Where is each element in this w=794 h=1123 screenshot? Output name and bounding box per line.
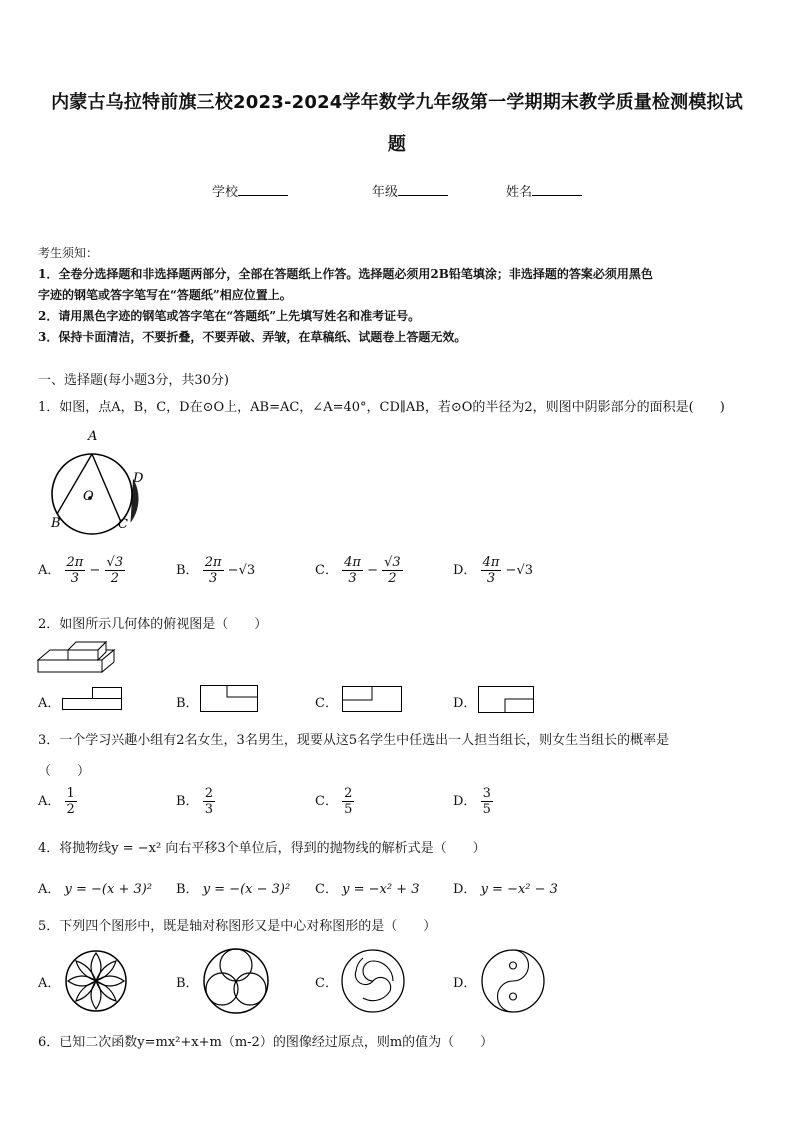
school-label: 学校 (212, 185, 239, 200)
grade-blank (398, 183, 448, 196)
q2-stem: 2．如图所示几何体的俯视图是（ ） (38, 617, 268, 632)
q1-option-c[interactable]: C． $\frac{4\pi}{3}$ − $\frac{√3}{2}$ (315, 555, 401, 586)
notice-item-1: 1．全卷分选择题和非选择题两部分，全部在答题纸上作答。选择题必须用2B铅笔填涂；非选择题的答案必须用黑色 (38, 267, 653, 281)
notice-block (38, 243, 758, 348)
q6-stem: 6．已知二次函数y=mx²+x+m（m-2）的图像经过原点，则m的值为（ ） (38, 1035, 494, 1050)
notice-item-1b: 字迹的钢笔或答字笔写在“答题纸”相应位置上。 (38, 288, 292, 302)
notice-heading: 考生须知： (38, 246, 99, 260)
q2-option-a-figure (62, 687, 122, 711)
q4-stem: 4．将抛物线y = −x² 向右平移3个单位后，得到的抛物线的解析式是（ ） (38, 841, 486, 856)
name-label: 姓名 (506, 185, 533, 200)
grade-label: 年级 (372, 185, 399, 200)
q2-option-a[interactable]: A． (38, 696, 61, 711)
notice-item-3: 3．保持卡面清洁，不要折叠，不要弄破、弄皱，在草稿纸、试题卷上答题无效。 (38, 330, 467, 344)
q5-option-d[interactable]: D． (453, 976, 477, 991)
name-blank (532, 183, 582, 196)
q4-option-d[interactable]: D． y = −x² − 3 (453, 882, 558, 897)
label-O: O (83, 489, 94, 504)
q2-option-d-figure (478, 686, 534, 713)
q4-option-c[interactable]: C． y = −x² + 3 (315, 882, 420, 897)
q4-option-b[interactable]: B． y = −(x − 3)² (176, 882, 291, 897)
q3-stem: 3．一个学习兴趣小组有2名女生，3名男生，现要从这5名学生中任选出一人担当组长，则女生当组长的概率是 (38, 733, 670, 748)
q2-option-d[interactable]: D． (453, 696, 477, 711)
grade-field (372, 181, 448, 200)
q3-option-a[interactable]: A． $\frac{1}{2}$ (38, 786, 75, 817)
q2-solid-figure (38, 638, 114, 676)
school-blank (238, 183, 288, 196)
q3-option-b[interactable]: B． $\frac{2}{3}$ (176, 786, 213, 817)
q2-option-b[interactable]: B． (176, 696, 199, 711)
q5-yinyang-figure (480, 948, 546, 1014)
q4-option-a[interactable]: A． y = −(x + 3)² (38, 882, 153, 897)
q5-trefoil-figure (202, 947, 270, 1015)
label-D: D (133, 471, 144, 486)
label-B: B (51, 516, 61, 531)
page-title-line2: 题 (387, 134, 407, 155)
q5-option-b[interactable]: B． (176, 976, 199, 991)
name-field (506, 181, 582, 200)
q3-option-c[interactable]: C． $\frac{2}{5}$ (315, 786, 353, 817)
q2-option-c-figure (342, 686, 402, 712)
q1-stem: 1．如图，点A，B，C，D在⊙O上，AB=AC，∠A=40°，CD∥AB，若⊙O的半径为2，则图中阴影部分的面积是( ) (38, 400, 725, 415)
page-title-line1: 内蒙古乌拉特前旗三校2023-2024学年数学九年级第一学期期末教学质量检测模拟试 (51, 92, 743, 113)
q1-option-a[interactable]: A． $\frac{2\pi}{3}$ − $\frac{√3}{2}$ (38, 555, 124, 586)
q1-option-b[interactable]: B． $\frac{2\pi}{3}$ −√3 (176, 555, 256, 586)
notice-item-2: 2．请用黑色字迹的钢笔或答字笔在“答题纸”上先填写姓名和准考证号。 (38, 309, 421, 323)
q2-option-b-figure (200, 685, 258, 712)
q5-stem: 5．下列四个图形中，既是轴对称图形又是中心对称图形的是（ ） (38, 919, 437, 934)
q2-option-c[interactable]: C． (315, 696, 338, 711)
q1-circle-figure (40, 428, 160, 538)
q5-option-a[interactable]: A． (38, 976, 61, 991)
label-C: C (118, 517, 128, 532)
q5-triskelion-figure (340, 948, 406, 1014)
school-field (212, 181, 288, 200)
q3-option-d[interactable]: D． $\frac{3}{5}$ (453, 786, 491, 817)
label-A: A (88, 429, 98, 444)
q5-option-c[interactable]: C． (315, 976, 338, 991)
q3-stem-paren: （ ） (38, 764, 91, 779)
section1-heading: 一、选择题(每小题3分，共30分) (38, 373, 229, 388)
q5-flower-figure (64, 949, 128, 1013)
q1-option-d[interactable]: D． $\frac{4\pi}{3}$ −√3 (453, 555, 534, 586)
